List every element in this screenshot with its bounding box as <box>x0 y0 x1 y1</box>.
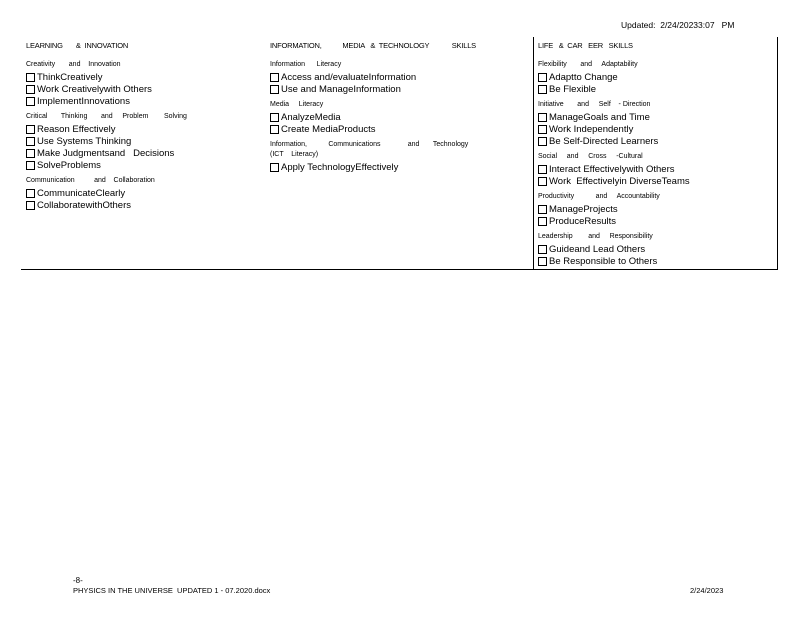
footer-filename: PHYSICS IN THE UNIVERSE UPDATED 1 - 07.2020.docx <box>73 586 271 595</box>
skill-group-title: Critical Thinking and Problem Solving <box>26 113 187 120</box>
skill-group-title: Information, Communications and Technology (ICT Literacy) <box>270 141 469 158</box>
column-title: INFORMATION, MEDIA & TECHNOLOGY SKILLS <box>270 41 476 50</box>
column-learning-innovation <box>26 41 266 216</box>
column-life-career <box>538 41 776 272</box>
checkbox[interactable] <box>538 113 547 122</box>
skill-checkbox-item[interactable] <box>26 159 266 171</box>
skill-group <box>538 60 776 95</box>
skill-label: Be Flexible <box>549 83 596 95</box>
skill-checkbox-item[interactable] <box>26 71 266 83</box>
skill-label: Guideand Lead Others <box>549 243 646 255</box>
skill-group-title: Communication and Collaboration <box>26 177 155 184</box>
skill-checkbox-item[interactable] <box>538 123 776 135</box>
right-border <box>777 37 778 270</box>
skill-group <box>538 192 776 227</box>
skill-checkbox-item[interactable] <box>270 71 530 83</box>
checkbox[interactable] <box>26 125 35 134</box>
skill-checkbox-item[interactable] <box>26 123 266 135</box>
skill-checkbox-item[interactable] <box>26 83 266 95</box>
skill-checkbox-item[interactable] <box>26 199 266 211</box>
skill-label: Reason Effectively <box>37 123 116 135</box>
skill-checkbox-item[interactable] <box>538 83 776 95</box>
skill-label: ThinkCreatively <box>37 71 103 83</box>
skill-group <box>26 60 266 107</box>
checkbox[interactable] <box>270 125 279 134</box>
column-divider <box>533 37 534 270</box>
checkbox[interactable] <box>270 113 279 122</box>
checkbox[interactable] <box>26 73 35 82</box>
skill-label: ImplementInnovations <box>37 95 130 107</box>
skill-group-title: Leadership and Responsibility <box>538 233 653 240</box>
checkbox[interactable] <box>538 137 547 146</box>
skill-group <box>538 232 776 267</box>
skill-group <box>26 112 266 171</box>
skill-checkbox-item[interactable] <box>538 215 776 227</box>
checkbox[interactable] <box>26 149 35 158</box>
checkbox[interactable] <box>538 205 547 214</box>
checkbox[interactable] <box>538 245 547 254</box>
skills-grid <box>21 37 778 270</box>
checkbox[interactable] <box>538 73 547 82</box>
skill-group-title: Initiative and Self - Direction <box>538 101 651 108</box>
checkbox[interactable] <box>538 125 547 134</box>
checkbox[interactable] <box>26 161 35 170</box>
checkbox[interactable] <box>26 137 35 146</box>
skill-label: Work Effectivelyin DiverseTeams <box>549 175 690 187</box>
skill-label: Be Self-Directed Learners <box>549 135 659 147</box>
skill-group-title: Productivity and Accountability <box>538 193 660 200</box>
skill-checkbox-item[interactable] <box>270 123 530 135</box>
skill-label: Interact Effectivelywith Others <box>549 163 675 175</box>
checkbox[interactable] <box>538 177 547 186</box>
checkbox[interactable] <box>538 217 547 226</box>
skill-checkbox-item[interactable] <box>26 95 266 107</box>
column-information-media-technology <box>270 41 530 178</box>
skill-label: ManageProjects <box>549 203 618 215</box>
skill-label: SolveProblems <box>37 159 101 171</box>
skill-checkbox-item[interactable] <box>270 83 530 95</box>
page-number: -8- <box>73 576 83 585</box>
checkbox[interactable] <box>26 189 35 198</box>
skill-checkbox-item[interactable] <box>538 163 776 175</box>
checkbox[interactable] <box>270 85 279 94</box>
skill-label: Use Systems Thinking <box>37 135 132 147</box>
skill-label: Apply TechnologyEffectively <box>281 161 399 173</box>
skill-group-title: Flexibility and Adaptability <box>538 61 638 68</box>
skill-group-title: Information Literacy <box>270 61 342 68</box>
skill-group <box>270 100 530 135</box>
footer-date: 2/24/2023 <box>690 586 724 595</box>
skill-checkbox-item[interactable] <box>538 255 776 267</box>
skill-label: Make Judgmentsand Decisions <box>37 147 175 159</box>
checkbox[interactable] <box>538 85 547 94</box>
skill-checkbox-item[interactable] <box>538 203 776 215</box>
skill-group <box>538 100 776 147</box>
skill-checkbox-item[interactable] <box>270 111 530 123</box>
skill-group-title: Media Literacy <box>270 101 324 108</box>
skill-label: Create MediaProducts <box>281 123 376 135</box>
column-title: LIFE & CAR EER SKILLS <box>538 41 633 50</box>
skill-checkbox-item[interactable] <box>538 135 776 147</box>
skill-label: AnalyzeMedia <box>281 111 341 123</box>
checkbox[interactable] <box>26 97 35 106</box>
checkbox[interactable] <box>26 201 35 210</box>
skill-checkbox-item[interactable] <box>270 161 530 173</box>
column-title: LEARNING & INNOVATION <box>26 41 129 50</box>
skill-label: CollaboratewithOthers <box>37 199 131 211</box>
skill-label: Adaptto Change <box>549 71 618 83</box>
skill-group <box>26 176 266 211</box>
updated-timestamp: Updated: 2/24/20233:07 PM <box>621 20 735 30</box>
skill-label: ManageGoals and Time <box>549 111 650 123</box>
skill-group <box>270 60 530 95</box>
skill-checkbox-item[interactable] <box>538 71 776 83</box>
skill-group <box>270 140 530 173</box>
skill-label: Work Independently <box>549 123 634 135</box>
checkbox[interactable] <box>538 165 547 174</box>
skill-label: Be Responsible to Others <box>549 255 658 267</box>
checkbox[interactable] <box>270 163 279 172</box>
skill-checkbox-item[interactable] <box>26 147 266 159</box>
skill-group-title: Social and Cross -Cultural <box>538 153 643 160</box>
checkbox[interactable] <box>26 85 35 94</box>
skill-checkbox-item[interactable] <box>26 187 266 199</box>
checkbox[interactable] <box>538 257 547 266</box>
skill-label: Access and/evaluateInformation <box>281 71 417 83</box>
skill-label: Work Creativelywith Others <box>37 83 152 95</box>
skill-checkbox-item[interactable] <box>538 175 776 187</box>
skill-label: Use and ManageInformation <box>281 83 401 95</box>
skill-checkbox-item[interactable] <box>26 135 266 147</box>
skill-label: CommunicateClearly <box>37 187 126 199</box>
skill-label: ProduceResults <box>549 215 617 227</box>
skill-group <box>538 152 776 187</box>
checkbox[interactable] <box>270 73 279 82</box>
skill-checkbox-item[interactable] <box>538 243 776 255</box>
skill-group-title: Creativity and Innovation <box>26 61 121 68</box>
skill-checkbox-item[interactable] <box>538 111 776 123</box>
